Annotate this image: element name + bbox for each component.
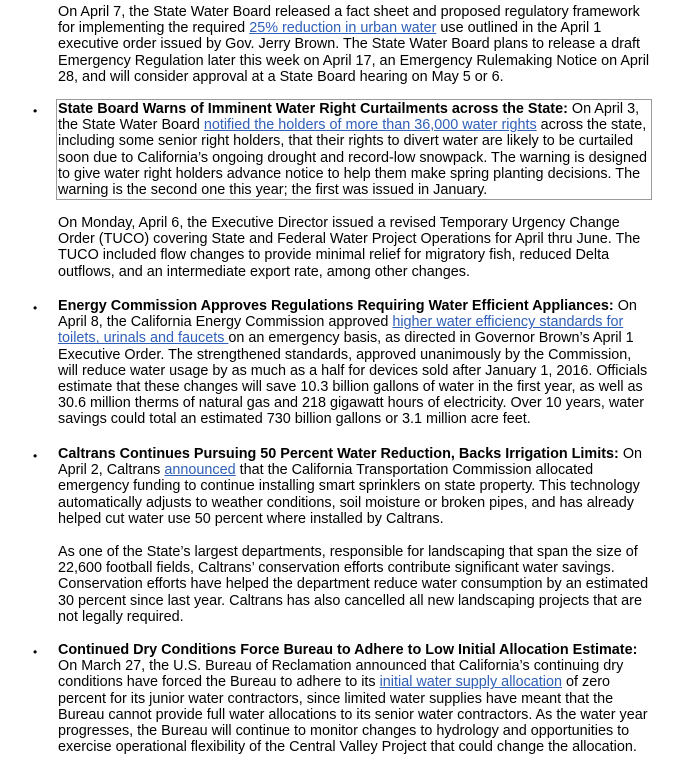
paragraph-water-right-curtailments (58, 101, 650, 198)
paragraph-text: of zero percent for its junior water contractors, since limited water supplies have meant that the Bureau cannot provide full water allocations to its senior water contractors. As the water year progresses, the Bureau will continue to monitor changes to hydrology and opportunities to exercise operational flexibility of the Central Valley Project that could change the allocation. (58, 674, 648, 756)
paragraph-bureau-allocation (58, 642, 650, 755)
paragraph-text: On Monday, April 6, the Executive Director issued a revised Temporary Urgency Change Order (TUCO) covering State and Federal Water Project Operations for April thru June. The TUCO included flow changes to provide minimal relief for migratory fish, reduced Delta outflows, and an intermediate export rate, among other changes. (58, 215, 641, 280)
paragraph-text: On April 2, Caltrans (58, 446, 643, 479)
link-initial-water-supply-allocation[interactable]: initial water supply allocation (379, 674, 562, 691)
bullet-icon: • (33, 449, 38, 463)
section-heading: Continued Dry Conditions Force Bureau to Adhere to Low Initial Allocation Estimate: (58, 642, 638, 658)
bullet-icon: • (33, 645, 38, 659)
paragraph-energy-commission (58, 298, 650, 428)
bullet-icon: • (33, 104, 38, 118)
paragraph-tuco (58, 215, 650, 280)
paragraph-text: As one of the State’s largest departments, responsible for landscaping that span the size of 22,600 football fields, Caltrans’ conservation efforts contribute significant water savings. Conservation efforts have helped the department reduce water consumption by an estimated 30 percent since last year. Caltrans has also cancelled all new landscaping projects that are not legally required. (58, 544, 649, 625)
paragraph-text: that the California Transportation Commission allocated emergency funding to continue installing smart sprinklers on state property. This technology automatically adjusts to weather conditions, soil moisture or broken pipes, and has already helped cut water use 50 percent where installed by Caltrans. (58, 462, 640, 527)
section-heading: Caltrans Continues Pursuing 50 Percent Water Reduction, Backs Irrigation Limits: (58, 446, 619, 462)
link-notified-holders[interactable]: notified the holders of more than 36,000 water rights (203, 117, 537, 134)
paragraph-text: On April 3, the State Water Board (58, 101, 640, 134)
paragraph-text: On April 8, the California Energy Commission approved (58, 298, 637, 331)
paragraph-text: On March 27, the U.S. Bureau of Reclamation announced that California’s continuing dry conditions have forced the Bureau to adhere to its (58, 658, 624, 691)
paragraph-text: use outlined in the April 1 executive order issued by Gov. Jerry Brown. The State Water Board plans to release a draft Emergency Regulation later this week on April 17, an Emergency Rulemaking Notice on April 28, and will consider approval at a State Board hearing on May 5 or 6. (58, 20, 650, 85)
section-heading: Energy Commission Approves Regulations Requiring Water Efficient Appliances: (58, 298, 614, 314)
paragraph-text: on an emergency basis, as directed in Governor Brown’s April 1 Executive Order. The strengthened standards, approved unanimously by the Commission, will reduce water usage by as much as a half for devices sold after January 1, 2016. Officials estimate that these changes will save 10.3 billion gallons of water in the first year, as well as 30.6 million therms of natural gas and 218 gigawatt hours of electricity. Over 10 years, water savings could total an estimated 730 billion gallons or 3.1 million acre feet. (58, 330, 648, 428)
section-heading: State Board Warns of Imminent Water Right Curtailments across the State: (58, 101, 568, 117)
link-25-percent-reduction[interactable]: 25% reduction in urban water (249, 20, 437, 37)
paragraph-text: across the state, including some senior right holders, that their rights to divert water are likely to be curtailed soon due to California’s ongoing drought and record-low snowpack. The warning is designed to give water right holders advance notice to help them make spring planting decisions. The warning is the second one this year; the first was issued in January. (58, 117, 648, 199)
bullet-icon: • (33, 301, 38, 315)
paragraph-caltrans-reduction (58, 446, 650, 527)
paragraph-caltrans-conservation (58, 544, 650, 625)
paragraph-urban-water-reduction (58, 4, 650, 85)
link-water-efficiency-standards[interactable]: higher water efficiency standards for toilets, urinals and faucets (58, 314, 624, 347)
link-announced[interactable]: announced (164, 462, 236, 479)
paragraph-text: On April 7, the State Water Board released a fact sheet and proposed regulatory framework for implementing the required (58, 4, 640, 37)
